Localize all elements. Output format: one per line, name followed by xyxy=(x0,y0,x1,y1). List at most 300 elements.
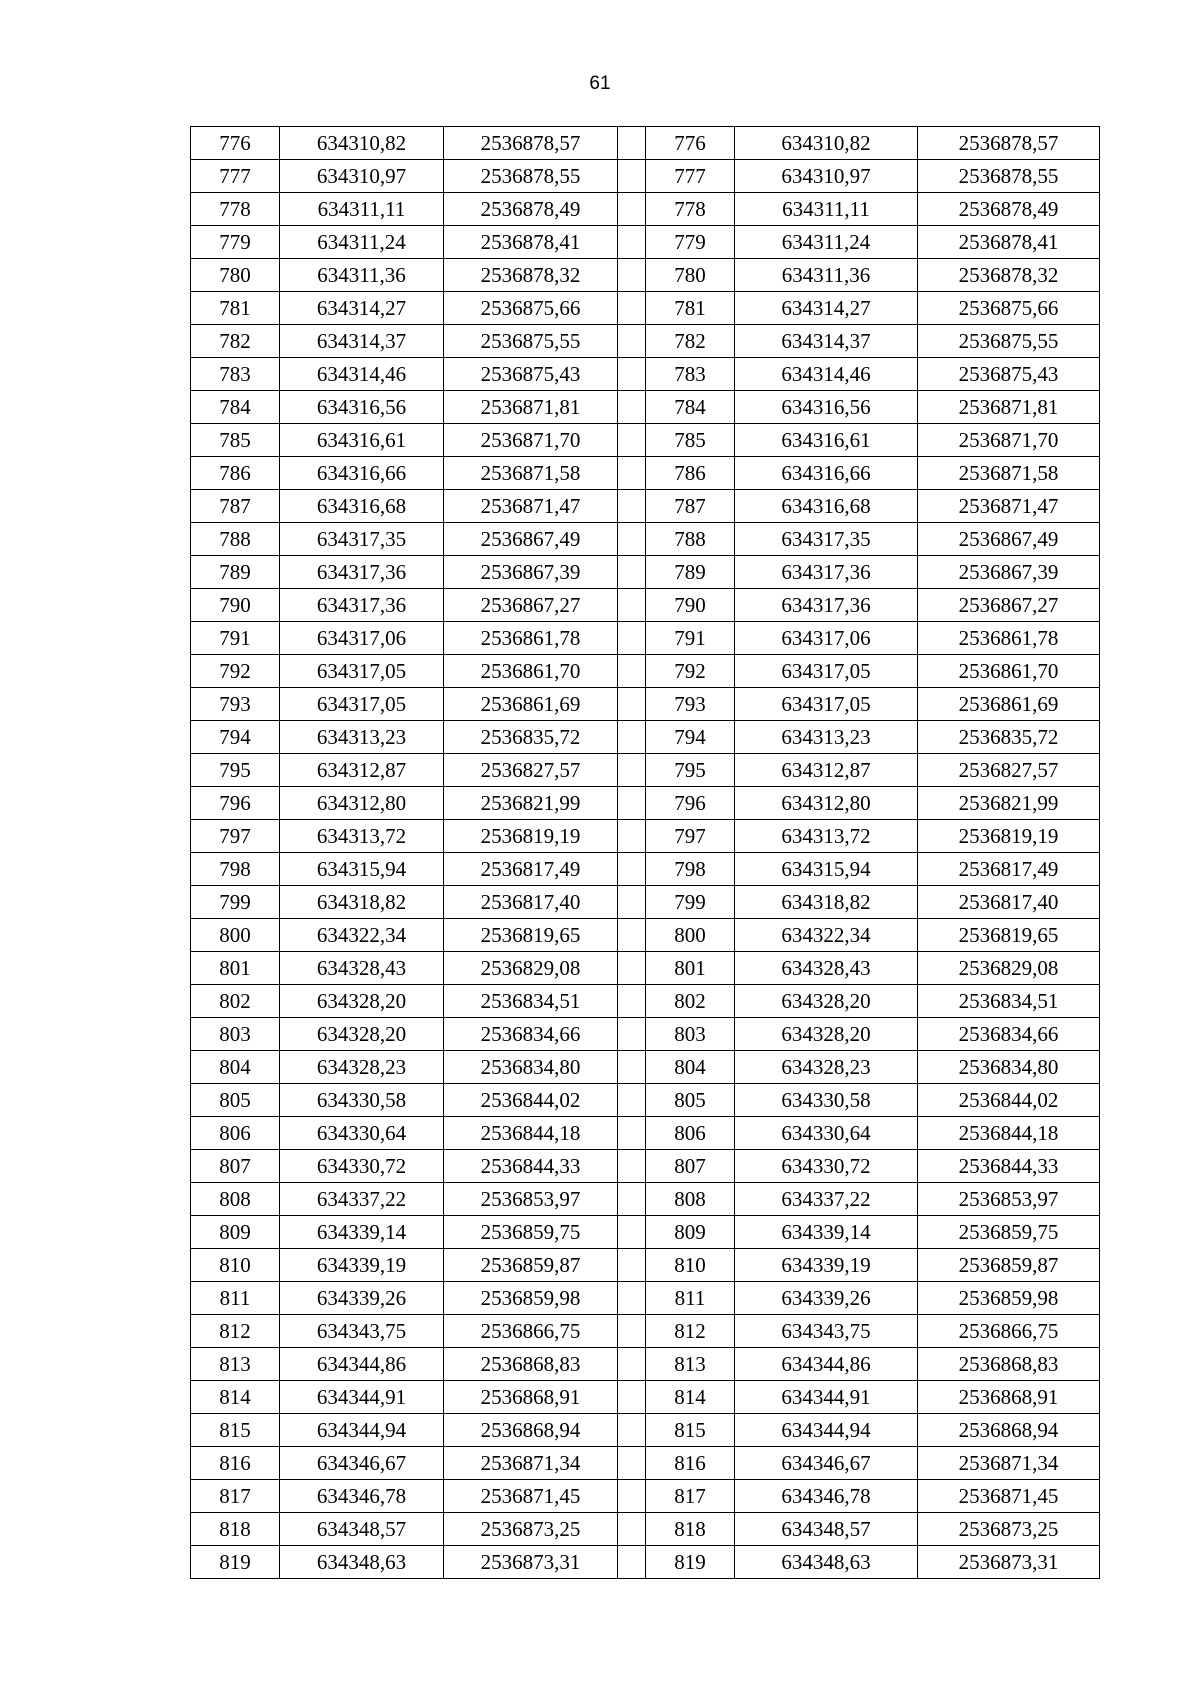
table-row xyxy=(191,325,1100,358)
x-coordinate: 634314,27 xyxy=(735,292,918,325)
point-number: 788 xyxy=(646,523,735,556)
separator-cell xyxy=(618,490,646,523)
x-coordinate: 634315,94 xyxy=(735,853,918,886)
point-number: 797 xyxy=(646,820,735,853)
separator-cell xyxy=(618,160,646,193)
table-row xyxy=(191,1315,1100,1348)
point-number: 804 xyxy=(646,1051,735,1084)
separator-cell xyxy=(618,754,646,787)
separator-cell xyxy=(618,1117,646,1150)
point-number: 798 xyxy=(646,853,735,886)
y-coordinate: 2536871,58 xyxy=(444,457,618,490)
y-coordinate: 2536817,49 xyxy=(918,853,1100,886)
x-coordinate: 634317,36 xyxy=(735,589,918,622)
table-row xyxy=(191,391,1100,424)
point-number: 789 xyxy=(646,556,735,589)
y-coordinate: 2536866,75 xyxy=(918,1315,1100,1348)
x-coordinate: 634315,94 xyxy=(280,853,444,886)
table-row xyxy=(191,853,1100,886)
y-coordinate: 2536868,94 xyxy=(918,1414,1100,1447)
y-coordinate: 2536871,81 xyxy=(444,391,618,424)
separator-cell xyxy=(618,1447,646,1480)
table-row xyxy=(191,985,1100,1018)
table-row xyxy=(191,952,1100,985)
point-number: 794 xyxy=(646,721,735,754)
x-coordinate: 634328,23 xyxy=(280,1051,444,1084)
point-number: 779 xyxy=(646,226,735,259)
y-coordinate: 2536871,45 xyxy=(918,1480,1100,1513)
point-number: 795 xyxy=(646,754,735,787)
separator-cell xyxy=(618,358,646,391)
y-coordinate: 2536819,65 xyxy=(918,919,1100,952)
point-number: 802 xyxy=(646,985,735,1018)
separator-cell xyxy=(618,1381,646,1414)
x-coordinate: 634346,67 xyxy=(280,1447,444,1480)
x-coordinate: 634312,80 xyxy=(280,787,444,820)
separator-cell xyxy=(618,1249,646,1282)
point-number: 791 xyxy=(646,622,735,655)
separator-cell xyxy=(618,952,646,985)
table-row xyxy=(191,457,1100,490)
y-coordinate: 2536844,33 xyxy=(444,1150,618,1183)
separator-cell xyxy=(618,1282,646,1315)
y-coordinate: 2536835,72 xyxy=(918,721,1100,754)
y-coordinate: 2536878,57 xyxy=(444,127,618,160)
y-coordinate: 2536873,25 xyxy=(918,1513,1100,1546)
separator-cell xyxy=(618,226,646,259)
y-coordinate: 2536817,40 xyxy=(444,886,618,919)
separator-cell xyxy=(618,1150,646,1183)
point-number: 798 xyxy=(191,853,280,886)
table-row xyxy=(191,193,1100,226)
table-row xyxy=(191,1150,1100,1183)
point-number: 801 xyxy=(191,952,280,985)
y-coordinate: 2536859,98 xyxy=(444,1282,618,1315)
separator-cell xyxy=(618,985,646,1018)
y-coordinate: 2536871,47 xyxy=(918,490,1100,523)
point-number: 792 xyxy=(646,655,735,688)
point-number: 780 xyxy=(646,259,735,292)
x-coordinate: 634316,68 xyxy=(280,490,444,523)
point-number: 817 xyxy=(646,1480,735,1513)
x-coordinate: 634346,78 xyxy=(280,1480,444,1513)
point-number: 812 xyxy=(646,1315,735,1348)
table-row xyxy=(191,820,1100,853)
point-number: 818 xyxy=(191,1513,280,1546)
y-coordinate: 2536868,91 xyxy=(918,1381,1100,1414)
x-coordinate: 634313,23 xyxy=(735,721,918,754)
y-coordinate: 2536878,32 xyxy=(444,259,618,292)
x-coordinate: 634317,36 xyxy=(735,556,918,589)
y-coordinate: 2536866,75 xyxy=(444,1315,618,1348)
table-row xyxy=(191,127,1100,160)
coordinates-table xyxy=(190,126,1100,1579)
separator-cell xyxy=(618,820,646,853)
point-number: 793 xyxy=(191,688,280,721)
point-number: 787 xyxy=(191,490,280,523)
y-coordinate: 2536871,70 xyxy=(444,424,618,457)
y-coordinate: 2536861,78 xyxy=(444,622,618,655)
point-number: 788 xyxy=(191,523,280,556)
x-coordinate: 634314,46 xyxy=(735,358,918,391)
x-coordinate: 634312,80 xyxy=(735,787,918,820)
y-coordinate: 2536827,57 xyxy=(918,754,1100,787)
x-coordinate: 634316,68 xyxy=(735,490,918,523)
point-number: 779 xyxy=(191,226,280,259)
point-number: 778 xyxy=(646,193,735,226)
point-number: 805 xyxy=(646,1084,735,1117)
point-number: 785 xyxy=(646,424,735,457)
x-coordinate: 634316,56 xyxy=(280,391,444,424)
y-coordinate: 2536871,34 xyxy=(444,1447,618,1480)
point-number: 803 xyxy=(646,1018,735,1051)
separator-cell xyxy=(618,1216,646,1249)
y-coordinate: 2536875,66 xyxy=(444,292,618,325)
x-coordinate: 634339,26 xyxy=(280,1282,444,1315)
point-number: 791 xyxy=(191,622,280,655)
x-coordinate: 634311,11 xyxy=(280,193,444,226)
point-number: 776 xyxy=(646,127,735,160)
point-number: 811 xyxy=(191,1282,280,1315)
point-number: 792 xyxy=(191,655,280,688)
x-coordinate: 634318,82 xyxy=(280,886,444,919)
table-row xyxy=(191,1216,1100,1249)
point-number: 777 xyxy=(646,160,735,193)
point-number: 806 xyxy=(646,1117,735,1150)
table-row xyxy=(191,1348,1100,1381)
x-coordinate: 634344,91 xyxy=(735,1381,918,1414)
x-coordinate: 634317,36 xyxy=(280,556,444,589)
point-number: 813 xyxy=(191,1348,280,1381)
y-coordinate: 2536861,78 xyxy=(918,622,1100,655)
y-coordinate: 2536844,18 xyxy=(918,1117,1100,1150)
separator-cell xyxy=(618,1051,646,1084)
table-row xyxy=(191,1513,1100,1546)
y-coordinate: 2536878,41 xyxy=(444,226,618,259)
y-coordinate: 2536867,49 xyxy=(918,523,1100,556)
point-number: 810 xyxy=(191,1249,280,1282)
y-coordinate: 2536875,55 xyxy=(444,325,618,358)
point-number: 785 xyxy=(191,424,280,457)
separator-cell xyxy=(618,1414,646,1447)
x-coordinate: 634328,20 xyxy=(280,985,444,1018)
x-coordinate: 634317,05 xyxy=(735,688,918,721)
separator-cell xyxy=(618,622,646,655)
x-coordinate: 634339,14 xyxy=(280,1216,444,1249)
separator-cell xyxy=(618,325,646,358)
y-coordinate: 2536873,25 xyxy=(444,1513,618,1546)
point-number: 816 xyxy=(646,1447,735,1480)
table-row xyxy=(191,655,1100,688)
y-coordinate: 2536859,98 xyxy=(918,1282,1100,1315)
point-number: 805 xyxy=(191,1084,280,1117)
y-coordinate: 2536844,02 xyxy=(918,1084,1100,1117)
x-coordinate: 634330,72 xyxy=(735,1150,918,1183)
y-coordinate: 2536875,43 xyxy=(444,358,618,391)
y-coordinate: 2536878,55 xyxy=(918,160,1100,193)
y-coordinate: 2536871,45 xyxy=(444,1480,618,1513)
point-number: 783 xyxy=(646,358,735,391)
point-number: 808 xyxy=(191,1183,280,1216)
y-coordinate: 2536853,97 xyxy=(444,1183,618,1216)
x-coordinate: 634314,37 xyxy=(735,325,918,358)
table-row xyxy=(191,688,1100,721)
point-number: 783 xyxy=(191,358,280,391)
point-number: 776 xyxy=(191,127,280,160)
y-coordinate: 2536834,80 xyxy=(918,1051,1100,1084)
x-coordinate: 634328,20 xyxy=(280,1018,444,1051)
x-coordinate: 634313,72 xyxy=(280,820,444,853)
point-number: 784 xyxy=(191,391,280,424)
table-row xyxy=(191,1414,1100,1447)
point-number: 795 xyxy=(191,754,280,787)
point-number: 797 xyxy=(191,820,280,853)
y-coordinate: 2536834,66 xyxy=(918,1018,1100,1051)
x-coordinate: 634344,86 xyxy=(280,1348,444,1381)
point-number: 808 xyxy=(646,1183,735,1216)
x-coordinate: 634317,06 xyxy=(280,622,444,655)
x-coordinate: 634330,58 xyxy=(735,1084,918,1117)
y-coordinate: 2536871,47 xyxy=(444,490,618,523)
table-row xyxy=(191,1183,1100,1216)
x-coordinate: 634316,66 xyxy=(735,457,918,490)
y-coordinate: 2536861,69 xyxy=(444,688,618,721)
point-number: 782 xyxy=(646,325,735,358)
point-number: 784 xyxy=(646,391,735,424)
separator-cell xyxy=(618,556,646,589)
point-number: 800 xyxy=(191,919,280,952)
x-coordinate: 634310,97 xyxy=(735,160,918,193)
y-coordinate: 2536873,31 xyxy=(444,1546,618,1579)
x-coordinate: 634317,36 xyxy=(280,589,444,622)
x-coordinate: 634310,82 xyxy=(280,127,444,160)
table-row xyxy=(191,1447,1100,1480)
y-coordinate: 2536875,66 xyxy=(918,292,1100,325)
separator-cell xyxy=(618,259,646,292)
x-coordinate: 634348,63 xyxy=(280,1546,444,1579)
x-coordinate: 634317,05 xyxy=(280,655,444,688)
x-coordinate: 634322,34 xyxy=(280,919,444,952)
x-coordinate: 634330,64 xyxy=(280,1117,444,1150)
x-coordinate: 634316,66 xyxy=(280,457,444,490)
x-coordinate: 634316,56 xyxy=(735,391,918,424)
table-row xyxy=(191,589,1100,622)
table-row xyxy=(191,523,1100,556)
x-coordinate: 634317,35 xyxy=(280,523,444,556)
point-number: 800 xyxy=(646,919,735,952)
x-coordinate: 634339,19 xyxy=(735,1249,918,1282)
y-coordinate: 2536861,69 xyxy=(918,688,1100,721)
y-coordinate: 2536871,34 xyxy=(918,1447,1100,1480)
point-number: 781 xyxy=(191,292,280,325)
x-coordinate: 634314,27 xyxy=(280,292,444,325)
point-number: 796 xyxy=(191,787,280,820)
y-coordinate: 2536859,87 xyxy=(444,1249,618,1282)
y-coordinate: 2536878,49 xyxy=(918,193,1100,226)
x-coordinate: 634348,63 xyxy=(735,1546,918,1579)
x-coordinate: 634317,06 xyxy=(735,622,918,655)
y-coordinate: 2536871,81 xyxy=(918,391,1100,424)
y-coordinate: 2536817,49 xyxy=(444,853,618,886)
x-coordinate: 634328,43 xyxy=(280,952,444,985)
x-coordinate: 634317,35 xyxy=(735,523,918,556)
y-coordinate: 2536868,83 xyxy=(444,1348,618,1381)
x-coordinate: 634316,61 xyxy=(735,424,918,457)
separator-cell xyxy=(618,1348,646,1381)
y-coordinate: 2536868,83 xyxy=(918,1348,1100,1381)
y-coordinate: 2536859,75 xyxy=(918,1216,1100,1249)
x-coordinate: 634344,91 xyxy=(280,1381,444,1414)
point-number: 813 xyxy=(646,1348,735,1381)
point-number: 799 xyxy=(191,886,280,919)
point-number: 809 xyxy=(191,1216,280,1249)
separator-cell xyxy=(618,721,646,754)
x-coordinate: 634348,57 xyxy=(280,1513,444,1546)
point-number: 777 xyxy=(191,160,280,193)
separator-cell xyxy=(618,919,646,952)
coordinates-table-body xyxy=(191,127,1100,1579)
y-coordinate: 2536868,94 xyxy=(444,1414,618,1447)
y-coordinate: 2536817,40 xyxy=(918,886,1100,919)
y-coordinate: 2536859,87 xyxy=(918,1249,1100,1282)
x-coordinate: 634339,26 xyxy=(735,1282,918,1315)
separator-cell xyxy=(618,523,646,556)
separator-cell xyxy=(618,589,646,622)
point-number: 790 xyxy=(646,589,735,622)
y-coordinate: 2536861,70 xyxy=(918,655,1100,688)
page-number: 61 xyxy=(589,73,611,94)
point-number: 781 xyxy=(646,292,735,325)
separator-cell xyxy=(618,457,646,490)
x-coordinate: 634330,58 xyxy=(280,1084,444,1117)
table-row xyxy=(191,358,1100,391)
x-coordinate: 634344,86 xyxy=(735,1348,918,1381)
x-coordinate: 634343,75 xyxy=(280,1315,444,1348)
x-coordinate: 634346,78 xyxy=(735,1480,918,1513)
table-row xyxy=(191,787,1100,820)
table-row xyxy=(191,1018,1100,1051)
table-row xyxy=(191,1249,1100,1282)
point-number: 806 xyxy=(191,1117,280,1150)
point-number: 780 xyxy=(191,259,280,292)
point-number: 794 xyxy=(191,721,280,754)
y-coordinate: 2536834,51 xyxy=(444,985,618,1018)
x-coordinate: 634343,75 xyxy=(735,1315,918,1348)
x-coordinate: 634322,34 xyxy=(735,919,918,952)
point-number: 793 xyxy=(646,688,735,721)
x-coordinate: 634317,05 xyxy=(735,655,918,688)
y-coordinate: 2536834,66 xyxy=(444,1018,618,1051)
table-row xyxy=(191,1282,1100,1315)
x-coordinate: 634314,37 xyxy=(280,325,444,358)
separator-cell xyxy=(618,127,646,160)
point-number: 807 xyxy=(191,1150,280,1183)
point-number: 801 xyxy=(646,952,735,985)
separator-cell xyxy=(618,1315,646,1348)
point-number: 819 xyxy=(646,1546,735,1579)
separator-cell xyxy=(618,1480,646,1513)
x-coordinate: 634348,57 xyxy=(735,1513,918,1546)
separator-cell xyxy=(618,193,646,226)
separator-cell xyxy=(618,1513,646,1546)
point-number: 782 xyxy=(191,325,280,358)
separator-cell xyxy=(618,424,646,457)
table-row xyxy=(191,1117,1100,1150)
table-row xyxy=(191,1084,1100,1117)
x-coordinate: 634314,46 xyxy=(280,358,444,391)
point-number: 814 xyxy=(646,1381,735,1414)
y-coordinate: 2536878,57 xyxy=(918,127,1100,160)
point-number: 818 xyxy=(646,1513,735,1546)
separator-cell xyxy=(618,688,646,721)
y-coordinate: 2536875,55 xyxy=(918,325,1100,358)
point-number: 816 xyxy=(191,1447,280,1480)
point-number: 812 xyxy=(191,1315,280,1348)
y-coordinate: 2536867,39 xyxy=(918,556,1100,589)
x-coordinate: 634317,05 xyxy=(280,688,444,721)
separator-cell xyxy=(618,1084,646,1117)
y-coordinate: 2536868,91 xyxy=(444,1381,618,1414)
x-coordinate: 634328,43 xyxy=(735,952,918,985)
table-row xyxy=(191,226,1100,259)
x-coordinate: 634346,67 xyxy=(735,1447,918,1480)
separator-cell xyxy=(618,1546,646,1579)
separator-cell xyxy=(618,787,646,820)
table-row xyxy=(191,919,1100,952)
y-coordinate: 2536819,19 xyxy=(918,820,1100,853)
y-coordinate: 2536861,70 xyxy=(444,655,618,688)
separator-cell xyxy=(618,1183,646,1216)
point-number: 815 xyxy=(646,1414,735,1447)
y-coordinate: 2536867,39 xyxy=(444,556,618,589)
point-number: 814 xyxy=(191,1381,280,1414)
table-row xyxy=(191,1546,1100,1579)
point-number: 819 xyxy=(191,1546,280,1579)
x-coordinate: 634313,72 xyxy=(735,820,918,853)
table-row xyxy=(191,490,1100,523)
y-coordinate: 2536821,99 xyxy=(918,787,1100,820)
point-number: 810 xyxy=(646,1249,735,1282)
x-coordinate: 634344,94 xyxy=(735,1414,918,1447)
table-row xyxy=(191,1381,1100,1414)
x-coordinate: 634311,36 xyxy=(735,259,918,292)
x-coordinate: 634337,22 xyxy=(280,1183,444,1216)
x-coordinate: 634330,72 xyxy=(280,1150,444,1183)
point-number: 811 xyxy=(646,1282,735,1315)
x-coordinate: 634316,61 xyxy=(280,424,444,457)
x-coordinate: 634339,19 xyxy=(280,1249,444,1282)
y-coordinate: 2536829,08 xyxy=(918,952,1100,985)
y-coordinate: 2536829,08 xyxy=(444,952,618,985)
point-number: 796 xyxy=(646,787,735,820)
table-row xyxy=(191,160,1100,193)
table-row xyxy=(191,556,1100,589)
x-coordinate: 634328,20 xyxy=(735,985,918,1018)
x-coordinate: 634328,23 xyxy=(735,1051,918,1084)
y-coordinate: 2536867,27 xyxy=(918,589,1100,622)
x-coordinate: 634310,82 xyxy=(735,127,918,160)
separator-cell xyxy=(618,1018,646,1051)
point-number: 803 xyxy=(191,1018,280,1051)
x-coordinate: 634311,24 xyxy=(280,226,444,259)
point-number: 790 xyxy=(191,589,280,622)
table-row xyxy=(191,721,1100,754)
y-coordinate: 2536878,41 xyxy=(918,226,1100,259)
point-number: 802 xyxy=(191,985,280,1018)
y-coordinate: 2536819,19 xyxy=(444,820,618,853)
point-number: 786 xyxy=(191,457,280,490)
point-number: 809 xyxy=(646,1216,735,1249)
